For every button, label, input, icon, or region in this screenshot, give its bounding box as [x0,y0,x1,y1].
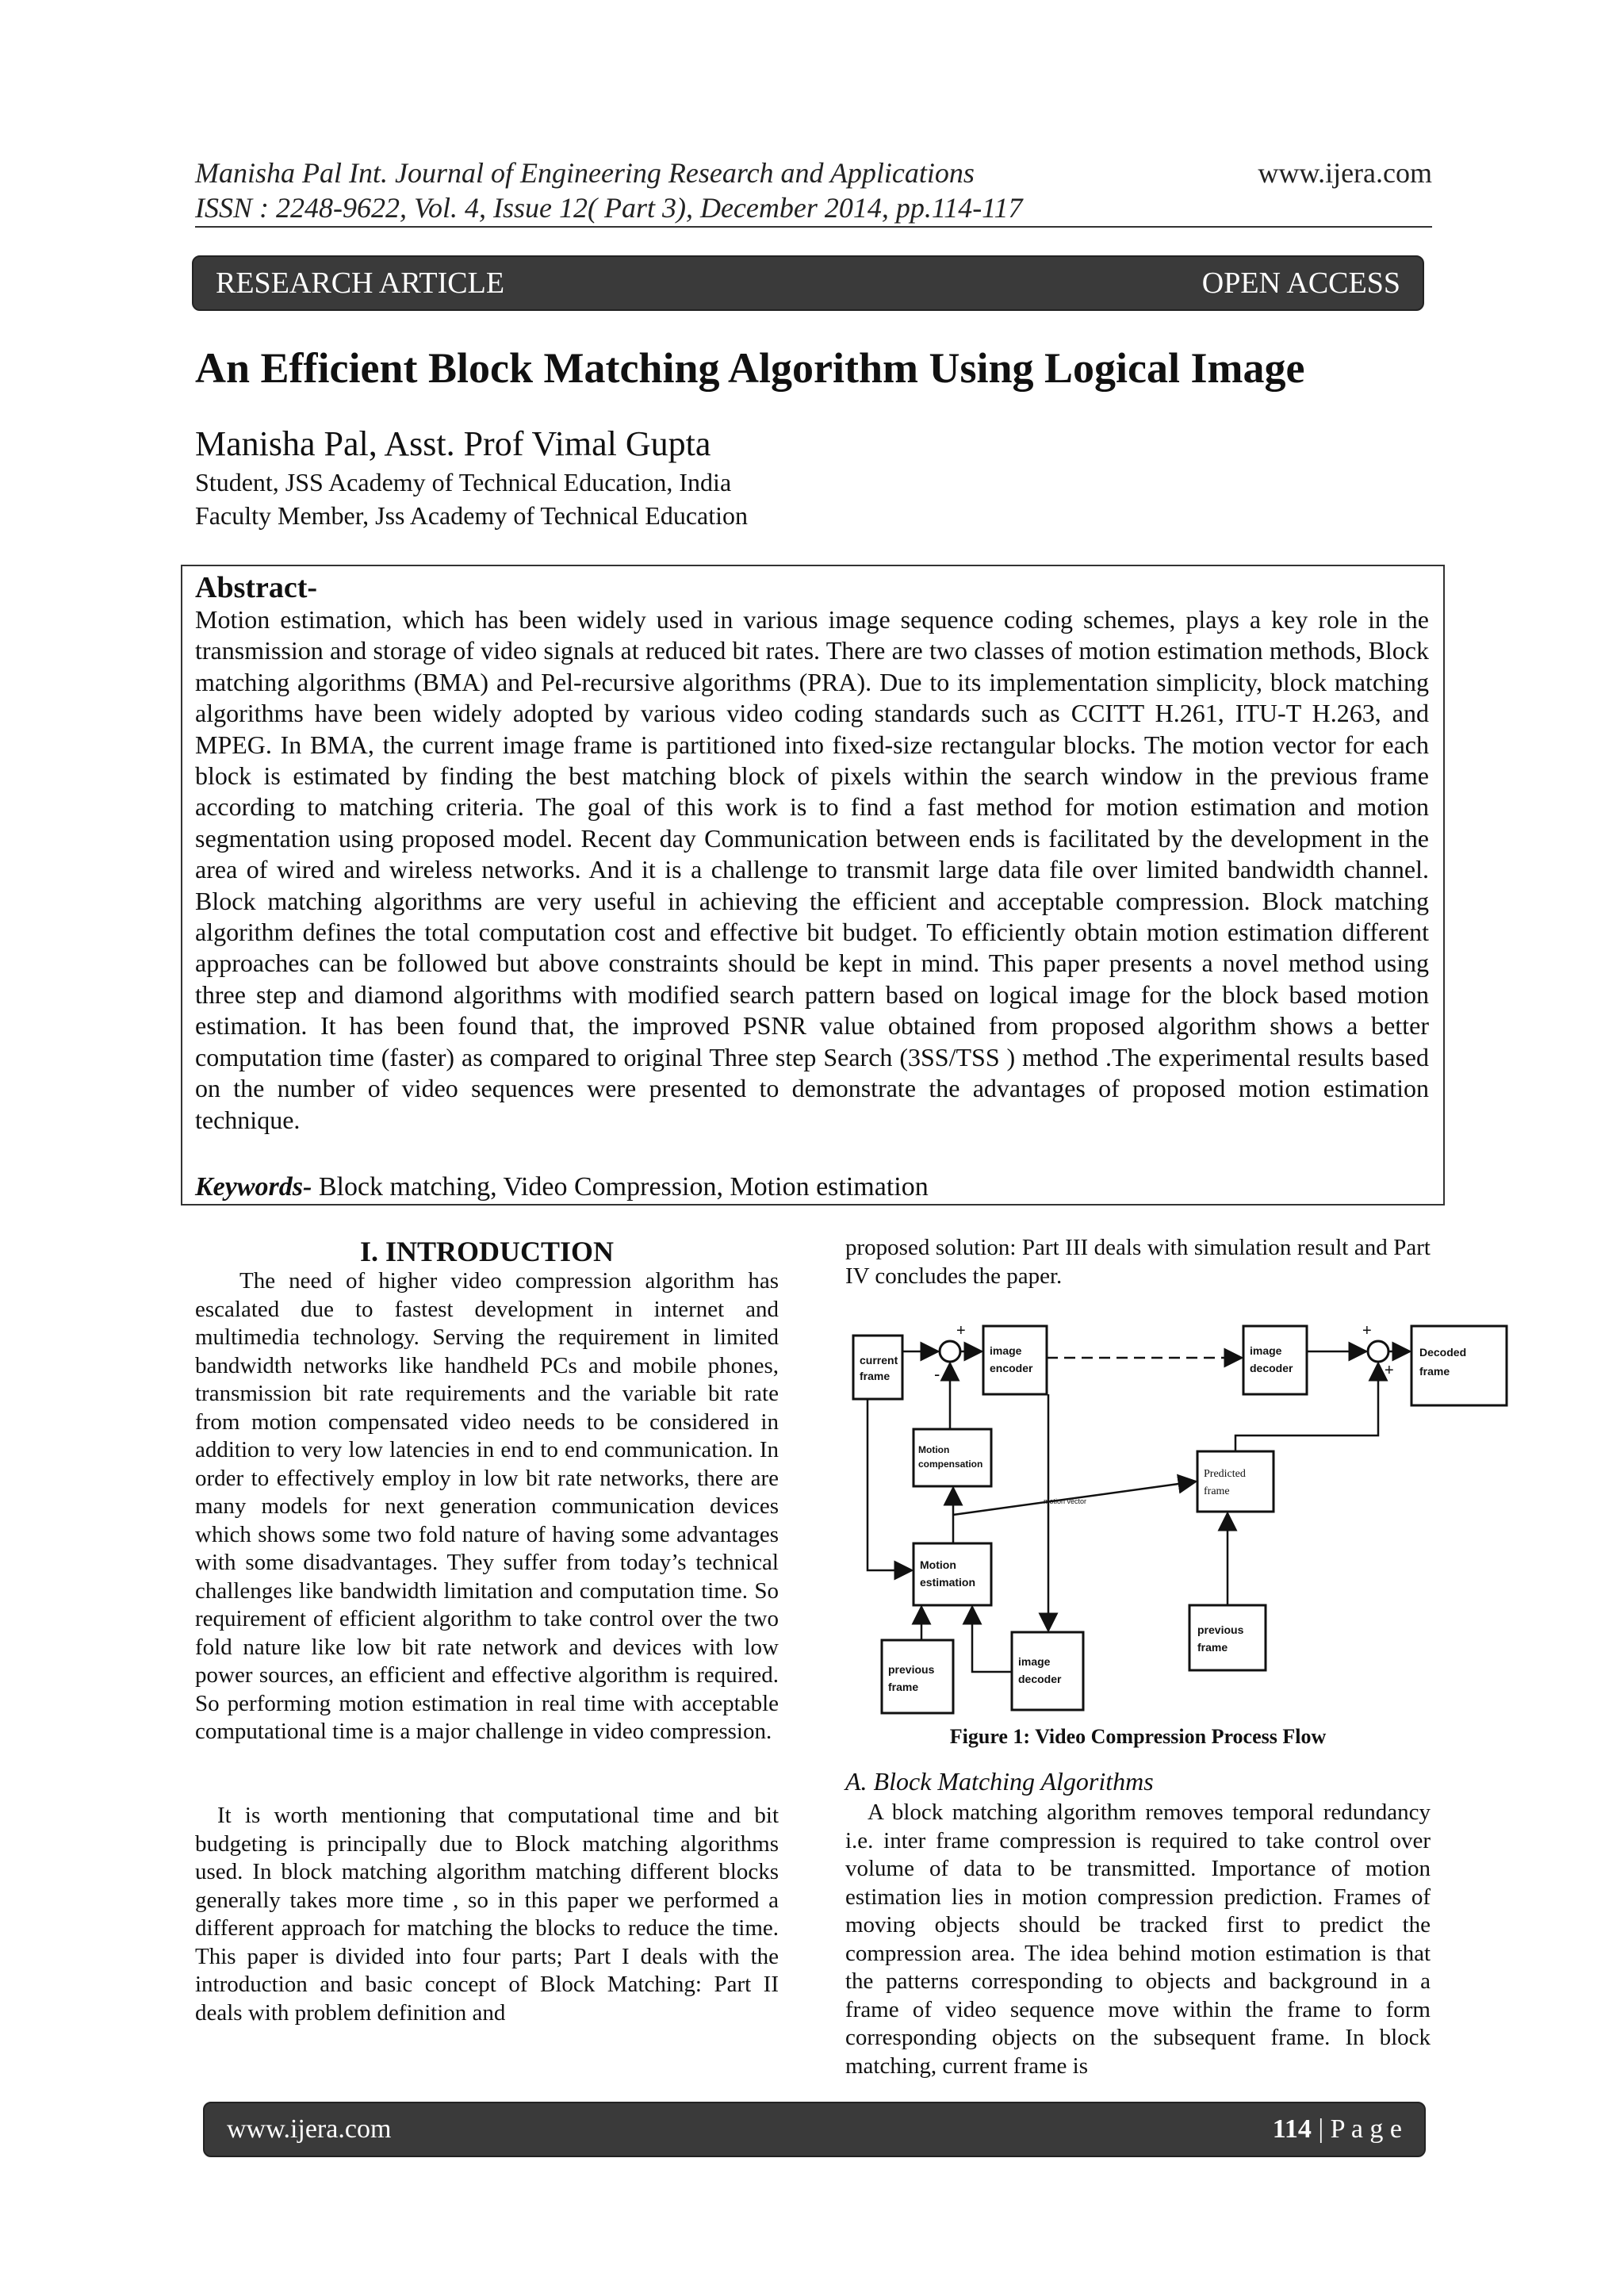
abstract-text: Motion estimation, which has been widely used in various image sequence coding schemes, plays a key role in the transmission and storage of video signals at reduced bit rates. There are two classes of motion estimation methods, Block matching algorithms (BMA) and Pel-recursive algorithms (PRA). Due to its implementation simplicity, block matching algorithms have been widely adopted by various video coding standards such as CCITT H.261, ITU-T H.263, and MPEG. In BMA, the current image frame is partitioned into fixed-size rectangular blocks. The motion vector for each block is estimated by finding the best matching block of pixels within the search window in the previous frame according to matching criteria. The goal of this work is to find a fast method for motion estimation and motion segmentation using proposed model. Recent day Communication between ends is facilitated by the development in the area of wired and wireless networks. And it is a challenge to transmit large data file over limited bandwidth channel. Block matching algorithms are very useful in achieving the efficient and acceptable compression. Block matching algorithm defines the total computation cost and effective bit budget. To efficiently obtain motion estimation different approaches can be followed but above constraints should be kept in mind. This paper presents a novel method using three step and diamond algorithms with modified search pattern based on logical image for the block based motion estimation. It has been found that, the improved PSNR value obtained from proposed algorithm shows a better computation time (faster) as compared to original Three step Search (3SS/TSS ) method .The experimental results based on the number of video sequences were presented to demonstrate the advantages of proposed motion estimation technique. [195,605,1429,1134]
current-frame-label-2: frame [860,1370,891,1382]
footer-website[interactable]: www.ijera.com [227,2114,392,2144]
plus-sign-right-bottom: + [1385,1362,1394,1379]
minus-sign-left: - [934,1364,940,1384]
motion-compensation-label-1: Motion [918,1444,950,1455]
image-decoder-bottom-label-1: image [1018,1655,1051,1668]
sum-junction-right [1368,1341,1388,1362]
figure-video-compression-flow [845,1317,1527,1729]
paper-title: An Efficient Block Matching Algorithm Using Logical Image [195,344,1305,392]
keywords-label: Keywords- [195,1172,312,1202]
affiliation-2: Faculty Member, Jss Academy of Technical Education [195,501,749,530]
keywords-text: Block matching, Video Compression, Motion estimation [312,1172,929,1202]
predicted-frame-label-2: frame [1204,1485,1230,1497]
article-banner [192,255,1424,311]
image-decoder-top-label-2: decoder [1250,1362,1293,1374]
open-access-label: OPEN ACCESS [1201,266,1400,300]
plus-sign-left: + [956,1322,966,1340]
affiliation-1: Student, JSS Academy of Technical Education, India [195,468,732,496]
image-decoder-top-box [1243,1326,1307,1394]
previous-frame-left-label-1: previous [888,1663,935,1676]
current-frame-box [853,1336,902,1399]
previous-frame-right-box [1189,1605,1266,1670]
image-decoder-bottom-label-2: decoder [1018,1673,1062,1685]
intro-paragraph-3: proposed solution: Part III deals with simulation result and Part IV concludes the paper. [845,1235,1431,1289]
page-suffix: | P a g e [1311,2114,1402,2144]
footer-banner [203,2102,1426,2157]
intro-paragraph-2: It is worth mentioning that computational time and bit budgeting is principally due to Block matching algorithms used. In block matching algorithm matching different blocks generally takes more time , so in this paper we performed a different approach for matching the blocks to reduce the time. This paper is divided into four parts; Part I deals with the introduction and basic concept of Block Matching: Part II deals with problem definition and [195,1803,779,2026]
figure-caption: Figure 1: Video Compression Process Flow [949,1725,1327,1748]
predicted-frame-label-1: Predicted [1204,1468,1246,1480]
journal-website[interactable]: www.ijera.com [1258,157,1432,189]
motion-estimation-box [914,1543,991,1605]
image-encoder-box [983,1326,1047,1394]
motion-estimation-label-1: Motion [920,1558,956,1571]
predicted-frame-box [1197,1451,1274,1512]
keywords-line [195,1171,1429,1204]
abstract-heading: Abstract- [195,571,318,604]
previous-frame-right-label-2: frame [1197,1641,1228,1654]
image-encoder-label-2: encoder [990,1362,1033,1374]
section-heading-introduction: I. INTRODUCTION [359,1236,615,1267]
previous-frame-left-box [882,1640,953,1713]
motion-compensation-label-2: compensation [918,1458,983,1470]
image-decoder-top-label-1: image [1250,1344,1282,1357]
previous-frame-left-label-2: frame [888,1681,919,1693]
previous-frame-right-label-1: previous [1197,1623,1244,1636]
header-rule [195,226,1432,228]
intro-paragraph-1: The need of higher video compression algorithm has escalated due to fastest development in internet and multimedia technology. Serving the requirement in limited bandwidth networks like handheld PCs and mobile phones, transmission bit rate requirements and the variable bit rate from motion compensated video needs to be considered in addition to very low latencies in end to end communication. In order to effectively employ in low bit rate networks, there are many models for next generation communication devices which shows some two fold nature of having some advantages with some disadvantages. They suffer from today’s technical challenges like bandwidth limitation and computation time. So requirement of efficient algorithm to take control over the two fold nature like low bit rate network and devices with low power sources, an efficient and effective algorithm is required. So performing motion estimation in real time with acceptable computational time is a major challenge in video compression. [195,1268,779,1744]
decoded-frame-label-1: Decoded [1419,1346,1467,1359]
sum-junction-left [940,1341,960,1362]
block-matching-paragraph: A block matching algorithm removes temporal redundancy i.e. inter frame compression is required to take control over volume of data to be transmitted. Importance of motion estimation lies in motion compression prediction. Frames of moving objects should be tracked first to predict the compression area. The idea behind motion estimation is that the patterns corresponding to objects and background in a frame of video sequence move within the frame to form corresponding objects on the subsequent frame. In block matching, current frame is [845,1800,1431,2079]
subsection-heading-block-matching: A. Block Matching Algorithms [845,1767,1154,1796]
page-number: 114 [1272,2114,1312,2144]
plus-sign-right-top: + [1362,1322,1372,1340]
motion-compensation-box [914,1429,991,1486]
image-encoder-label-1: image [990,1344,1022,1357]
page-number-group [1273,2103,1402,2156]
image-decoder-bottom-box [1012,1632,1083,1710]
research-article-label: RESEARCH ARTICLE [216,266,505,300]
authors: Manisha Pal, Asst. Prof Vimal Gupta [195,424,711,463]
journal-line: Manisha Pal Int. Journal of Engineering Research and Applications [195,157,975,189]
issn-line: ISSN : 2248-9622, Vol. 4, Issue 12( Part 3), December 2014, pp.114-117 [195,192,1023,224]
motion-vector-label: motion vector [1044,1497,1087,1505]
motion-estimation-label-2: estimation [920,1576,976,1589]
current-frame-label-1: current [860,1354,898,1366]
decoded-frame-label-2: frame [1419,1365,1450,1378]
